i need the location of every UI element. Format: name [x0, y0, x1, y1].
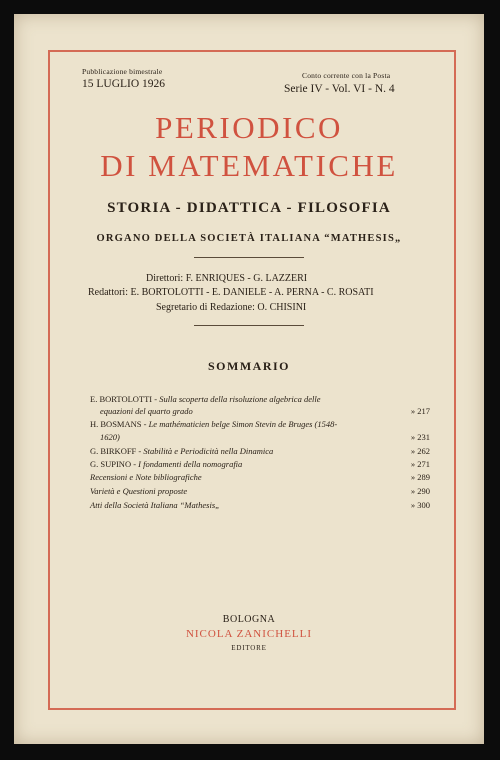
divider	[194, 325, 304, 326]
toc-author: G. SUPINO	[90, 459, 132, 469]
title-line-2: DI MATEMATICHE	[100, 148, 398, 183]
toc-title-continued: 1620)	[100, 432, 120, 442]
toc-page: » 271	[410, 459, 430, 469]
toc-entry	[90, 472, 430, 483]
toc-title: - Stabilità e Periodicità nella Dinamica	[138, 446, 274, 456]
toc-title: Atti della Società Italiana “Mathesis„	[90, 500, 220, 510]
publisher-city: BOLOGNA	[222, 614, 276, 625]
toc-page: » 300	[410, 500, 430, 510]
series-volume-number: Serie IV - Vol. VI - N. 4	[284, 83, 395, 95]
toc-title-continued: equazioni del quarto grado	[100, 406, 193, 416]
journal-cover	[14, 14, 484, 744]
editors-line: Redattori: E. BORTOLOTTI - E. DANIELE - A. PERNA - C. ROSATI	[88, 287, 374, 298]
toc-page: » 217	[410, 406, 430, 416]
publisher-role: EDITORE	[231, 644, 267, 652]
secretary-line: Segretario di Redazione: O. CHISINI	[156, 302, 307, 313]
toc-entry	[90, 419, 430, 430]
toc-entry	[90, 500, 430, 511]
toc-entry	[90, 459, 430, 470]
toc-title: - Le mathématicien belge Simon Stevin de Bruges (1548-	[143, 419, 338, 429]
subtitle: STORIA - DIDATTICA - FILOSOFIA	[107, 200, 391, 216]
toc-title: - Sulla scoperta della risoluzione algebrica delle	[154, 394, 321, 404]
toc-page: » 290	[410, 486, 430, 496]
toc-title: Recensioni e Note bibliografiche	[90, 472, 202, 482]
toc-page: » 262	[410, 446, 430, 456]
toc-author: H. BOSMANS	[90, 419, 142, 429]
directors-line: Direttori: F. ENRIQUES - G. LAZZERI	[146, 273, 308, 284]
toc-entry	[90, 486, 430, 497]
postal-account: Conto corrente con la Posta	[302, 71, 391, 80]
toc-title: - I fondamenti della nomografia	[133, 459, 243, 469]
toc-entry-continued	[90, 406, 430, 417]
title-line-1: PERIODICO	[155, 110, 343, 145]
issue-date: 15 LUGLIO 1926	[82, 78, 166, 90]
toc-author: E. BORTOLOTTI	[90, 394, 153, 404]
publisher-name: NICOLA ZANICHELLI	[185, 628, 313, 640]
divider	[194, 257, 304, 258]
organ-line: ORGANO DELLA SOCIETÀ ITALIANA “MATHESIS„	[96, 233, 402, 244]
toc-entry-continued	[90, 432, 430, 443]
publication-frequency: Pubblicazione bimestrale	[82, 67, 163, 76]
sommario-heading: SOMMARIO	[208, 359, 290, 373]
toc-page: » 289	[410, 472, 430, 482]
toc-entry	[90, 394, 430, 405]
toc-author: G. BIRKOFF	[90, 446, 137, 456]
toc-entry	[90, 446, 430, 457]
toc-page: » 231	[410, 432, 430, 442]
toc-title: Varietà e Questioni proposte	[90, 486, 188, 496]
